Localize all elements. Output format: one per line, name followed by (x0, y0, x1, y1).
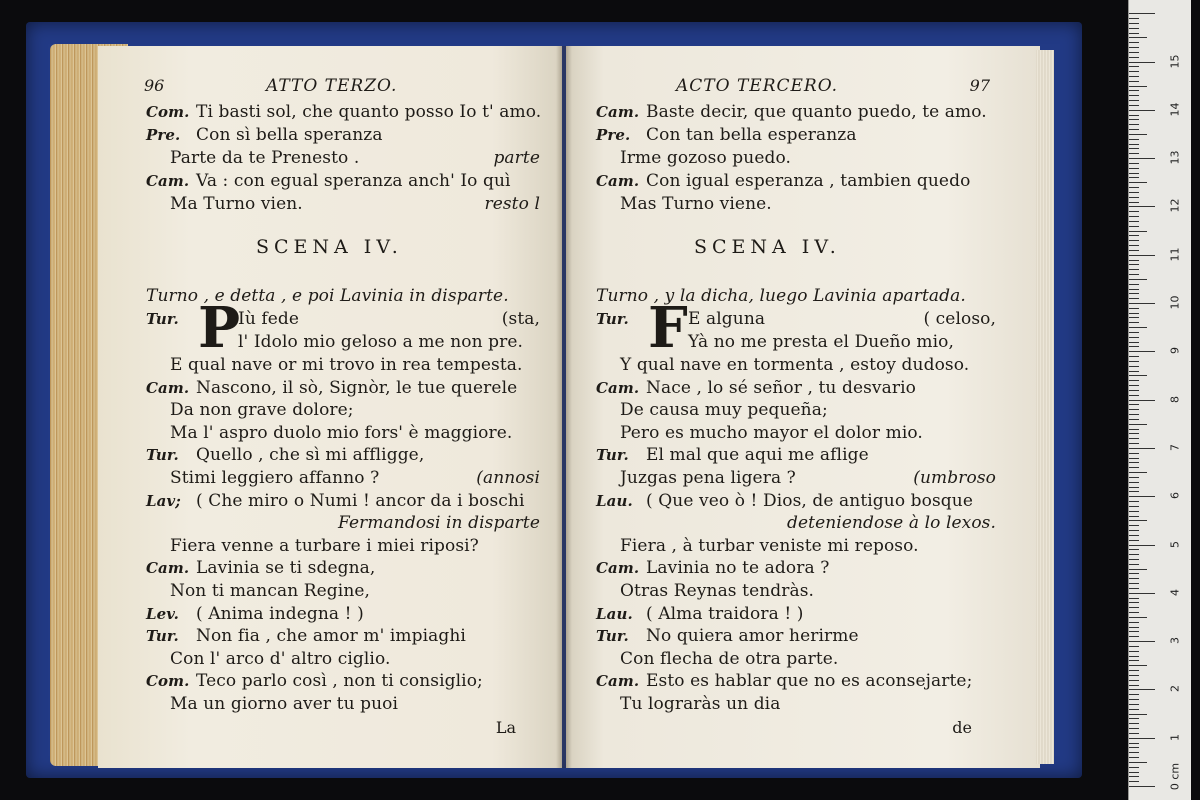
ruler-tick (1129, 535, 1139, 536)
ruler-tick (1129, 148, 1139, 149)
ruler-tick (1129, 76, 1139, 77)
ruler-tick (1129, 477, 1139, 478)
ruler-tick (1129, 255, 1155, 256)
ruler-tick (1129, 385, 1139, 386)
verse-line: Fiera , à turbar veniste mi reposo. (620, 535, 919, 556)
ruler-tick (1129, 602, 1139, 603)
ruler-tick (1129, 144, 1139, 145)
ruler-tick (1129, 231, 1147, 232)
ruler-tick (1129, 699, 1139, 700)
ruler-tick (1129, 569, 1147, 570)
ruler-tick (1129, 129, 1139, 130)
ruler-tick (1129, 269, 1139, 270)
margin-direction: deteniendose à lo lexos. (787, 513, 996, 534)
drop-cap: F (648, 295, 688, 361)
ruler-tick (1129, 404, 1139, 405)
ruler-tick (1129, 90, 1139, 91)
ruler-tick (1129, 511, 1139, 512)
ruler-tick (1129, 332, 1139, 333)
ruler-tick (1129, 743, 1139, 744)
ruler-tick (1129, 714, 1147, 715)
ruler-tick (1129, 375, 1147, 376)
ruler-tick (1129, 293, 1139, 294)
stage-direction: Turno , y la dicha, luego Lavinia apartada. (596, 286, 966, 306)
ruler-tick (1129, 245, 1139, 246)
speaker-name: Tur. (596, 627, 629, 646)
verse-line: Iù fede (238, 309, 300, 329)
ruler-tick (1129, 448, 1155, 449)
speaker-name: Com. (146, 672, 190, 691)
verse-line: ( Anima indegna ! ) (196, 603, 364, 624)
speaker-name: Lav; (146, 491, 181, 510)
verse-line: Con flecha de otra parte. (620, 648, 839, 669)
ruler-tick (1129, 187, 1139, 188)
ruler-tick (1129, 631, 1139, 632)
ruler-tick (1129, 482, 1139, 483)
ruler-tick (1129, 134, 1147, 135)
drop-cap: P (198, 295, 241, 361)
ruler-tick (1129, 168, 1139, 169)
ruler-tick (1129, 607, 1139, 608)
ruler-tick (1129, 641, 1155, 642)
verse-line: El mal que aqui me aflige (646, 445, 869, 466)
ruler-tick (1129, 675, 1139, 676)
ruler-tick (1129, 786, 1155, 787)
ruler-tick (1129, 81, 1139, 82)
ruler-tick (1129, 260, 1139, 261)
ruler-tick (1129, 361, 1139, 362)
ruler-tick (1129, 718, 1139, 719)
ruler-tick (1129, 429, 1139, 430)
speaker-name: Cam. (146, 172, 190, 190)
ruler-tick (1129, 709, 1139, 710)
ruler-tick (1129, 42, 1139, 43)
catchword: La (495, 718, 516, 737)
ruler-tick (1129, 95, 1139, 96)
ruler-number: 14 (1168, 102, 1182, 117)
ruler-tick (1129, 549, 1139, 550)
ruler-tick (1129, 660, 1139, 661)
ruler-number: 11 (1168, 247, 1182, 262)
ruler-tick (1129, 496, 1155, 497)
ruler-tick (1129, 192, 1139, 193)
ruler-tick (1129, 250, 1139, 251)
ruler-tick (1129, 66, 1139, 67)
margin-direction: Fermandosi in disparte (337, 513, 540, 534)
ruler-tick (1129, 351, 1155, 352)
ruler-tick (1129, 37, 1147, 38)
ruler-tick (1129, 62, 1155, 63)
verse-line: ( Que veo ò ! Dios, de antiguo bosque (646, 490, 973, 511)
verse-line: Irme gozoso puedo. (620, 148, 792, 168)
ruler-number: 0 cm (1168, 762, 1182, 791)
ruler-tick (1129, 622, 1139, 623)
speaker-name: Lau. (596, 604, 633, 623)
ruler-tick (1129, 612, 1139, 613)
margin-direction: parte (493, 148, 540, 168)
ruler-tick (1129, 216, 1139, 217)
verse-line: Fiera venne a turbare i miei riposi? (170, 535, 479, 556)
ruler-tick (1129, 124, 1139, 125)
page-edges-right (1036, 50, 1054, 764)
ruler-tick (1129, 520, 1147, 521)
verse-line: Parte da te Prenesto . (170, 148, 360, 168)
ruler-tick (1129, 119, 1139, 120)
ruler-tick (1129, 685, 1139, 686)
ruler-tick (1129, 279, 1147, 280)
ruler-tick (1129, 115, 1139, 116)
ruler-tick (1129, 617, 1147, 618)
ruler-tick (1129, 322, 1139, 323)
ruler-tick (1129, 235, 1139, 236)
measurement-ruler (1128, 0, 1191, 800)
page-number: 96 (144, 76, 165, 95)
ruler-tick (1129, 327, 1147, 328)
ruler-tick (1129, 264, 1139, 265)
ruler-tick (1129, 380, 1139, 381)
verse-line: Ti basti sol, che quanto posso Io t' amo. (196, 102, 542, 122)
verse-line: Ma un giorno aver tu puoi (170, 694, 399, 714)
ruler-tick (1129, 366, 1139, 367)
ruler-tick (1129, 342, 1139, 343)
ruler-tick (1129, 337, 1139, 338)
ruler-tick (1129, 530, 1139, 531)
ruler-tick (1129, 472, 1147, 473)
ruler-tick (1129, 100, 1139, 101)
verse-line: Otras Reynas tendràs. (620, 581, 815, 601)
ruler-tick (1129, 221, 1139, 222)
verse-line: Tu lograràs un dia (620, 694, 781, 714)
speaker-name: Tur. (146, 446, 179, 465)
ruler-tick (1129, 598, 1139, 599)
speaker-name: Cam. (596, 672, 640, 691)
ruler-tick (1129, 163, 1139, 164)
ruler-tick (1129, 317, 1139, 318)
book-gutter (556, 46, 572, 768)
ruler-tick (1129, 651, 1139, 652)
speaker-name: Tur. (146, 627, 179, 646)
ruler-tick (1129, 545, 1155, 546)
ruler-tick (1129, 23, 1139, 24)
ruler-number: 3 (1168, 637, 1182, 645)
ruler-tick (1129, 564, 1139, 565)
ruler-tick (1129, 211, 1139, 212)
margin-direction: (umbroso (913, 468, 996, 488)
verse-line: Nace , lo sé señor , tu desvario (646, 377, 916, 398)
ruler-tick (1129, 593, 1155, 594)
ruler-tick (1129, 723, 1139, 724)
left-page (98, 46, 562, 768)
ruler-tick (1129, 206, 1155, 207)
verse-line: De causa muy pequeña; (620, 400, 828, 421)
verse-line: Teco parlo così , non ti consiglio; (196, 671, 483, 692)
ruler-tick (1129, 540, 1139, 541)
ruler-tick (1129, 646, 1139, 647)
ruler-tick (1129, 689, 1155, 690)
verse-line: Mas Turno viene. (620, 194, 772, 214)
ruler-tick (1129, 28, 1139, 29)
verse-line: Y qual nave en tormenta , estoy dudoso. (620, 355, 970, 375)
ruler-tick (1129, 182, 1147, 183)
ruler-tick (1129, 52, 1139, 53)
ruler-tick (1129, 757, 1139, 758)
ruler-tick (1129, 356, 1139, 357)
ruler-tick (1129, 583, 1139, 584)
ruler-tick (1129, 525, 1139, 526)
ruler-tick (1129, 303, 1155, 304)
verse-line: Yà no me presta el Dueño mio, (688, 332, 955, 352)
ruler-number: 8 (1168, 395, 1182, 403)
verse-line: Baste decir, que quanto puedo, te amo. (646, 102, 987, 122)
stage-direction: Turno , e detta , e poi Lavinia in disparte. (146, 286, 509, 306)
ruler-tick (1129, 438, 1139, 439)
ruler-tick (1129, 226, 1139, 227)
speaker-name: Cam. (596, 103, 640, 121)
ruler-tick (1129, 240, 1139, 241)
ruler-tick (1129, 274, 1139, 275)
ruler-tick (1129, 57, 1139, 58)
ruler-number: 10 (1168, 295, 1182, 310)
ruler-tick (1129, 516, 1139, 517)
ruler-tick (1129, 704, 1139, 705)
margin-direction: (annosi (476, 468, 540, 488)
ruler-tick (1129, 762, 1147, 763)
ruler-tick (1129, 419, 1139, 420)
ruler-tick (1129, 400, 1155, 401)
scene-title: SCENA IV. (694, 236, 841, 258)
verse-line: E qual nave or mi trovo in rea tempesta. (170, 355, 523, 375)
ruler-number: 12 (1168, 198, 1182, 213)
ruler-tick (1129, 670, 1139, 671)
ruler-tick (1129, 636, 1139, 637)
verse-line: No quiera amor herirme (646, 626, 859, 647)
speaker-name: Cam. (596, 378, 640, 397)
verse-line: Quello , che sì mi affligge, (196, 445, 425, 466)
catchword: de (952, 718, 972, 737)
ruler-tick (1129, 289, 1139, 290)
ruler-tick (1129, 33, 1139, 34)
ruler-tick (1129, 371, 1139, 372)
verse-line: Lavinia se ti sdegna, (196, 558, 376, 579)
ruler-tick (1129, 776, 1139, 777)
ruler-tick (1129, 573, 1139, 574)
speaker-name: Cam. (146, 559, 190, 578)
running-head: ATTO TERZO. (266, 76, 398, 96)
ruler-tick (1129, 284, 1139, 285)
ruler-tick (1129, 414, 1139, 415)
ruler-tick (1129, 18, 1139, 19)
running-head: ACTO TERCERO. (676, 76, 839, 96)
speaker-name: Tur. (596, 446, 629, 465)
ruler-number: 4 (1168, 588, 1182, 596)
ruler-tick (1129, 747, 1139, 748)
verse-line: Stimi leggiero affanno ? (170, 468, 380, 488)
ruler-tick (1129, 47, 1139, 48)
verse-line: l' Idolo mio geloso a me non pre. (238, 332, 524, 352)
speaker-name: Lau. (596, 491, 633, 510)
ruler-tick (1129, 781, 1139, 782)
ruler-tick (1129, 656, 1139, 657)
ruler-tick (1129, 491, 1139, 492)
ruler-tick (1129, 554, 1139, 555)
ruler-number: 1 (1168, 733, 1182, 741)
ruler-tick (1129, 105, 1139, 106)
verse-line: ( Che miro o Numi ! ancor da i boschi (196, 490, 525, 511)
margin-direction: resto l (484, 194, 540, 214)
verse-line: Con igual esperanza , tambien quedo (646, 171, 971, 191)
ruler-tick (1129, 308, 1139, 309)
ruler-tick (1129, 173, 1139, 174)
speaker-name: Pre. (596, 126, 631, 144)
ruler-number: 13 (1168, 150, 1182, 165)
verse-line: ( Alma traidora ! ) (646, 603, 804, 624)
verse-line: Lavinia no te adora ? (646, 558, 830, 579)
ruler-tick (1129, 767, 1139, 768)
verse-line: Esto es hablar que no es aconsejarte; (646, 671, 973, 692)
ruler-tick (1129, 153, 1139, 154)
page-number: 97 (969, 76, 990, 95)
ruler-number: 7 (1168, 443, 1182, 451)
speaker-name: Cam. (596, 559, 640, 578)
verse-line: Da non grave dolore; (170, 400, 354, 421)
ruler-tick (1129, 202, 1139, 203)
ruler-tick (1129, 458, 1139, 459)
ruler-tick (1129, 110, 1155, 111)
ruler-number: 6 (1168, 492, 1182, 500)
ruler-number: 15 (1168, 54, 1182, 68)
ruler-tick (1129, 772, 1139, 773)
ruler-tick (1129, 443, 1139, 444)
ruler-number: 9 (1168, 347, 1182, 355)
speaker-name: Lev. (146, 604, 179, 623)
ruler-tick (1129, 559, 1139, 560)
ruler-tick (1129, 467, 1139, 468)
ruler-tick (1129, 665, 1147, 666)
verse-line: Va : con egual speranza anch' Io quì (196, 171, 511, 191)
margin-direction: ( celoso, (923, 309, 996, 329)
ruler-tick (1129, 733, 1139, 734)
verse-line: Juzgas pena ligera ? (620, 468, 796, 488)
verse-line: Con tan bella esperanza (646, 125, 857, 145)
ruler-tick (1129, 588, 1139, 589)
ruler-tick (1129, 506, 1139, 507)
ruler-tick (1129, 409, 1139, 410)
ruler-tick (1129, 390, 1139, 391)
verse-line: Con sì bella speranza (196, 125, 383, 145)
ruler-tick (1129, 501, 1139, 502)
ruler-tick (1129, 433, 1139, 434)
speaker-name: Tur. (596, 310, 629, 328)
ruler-tick (1129, 752, 1139, 753)
ruler-tick (1129, 578, 1139, 579)
ruler-tick (1129, 395, 1139, 396)
ruler-tick (1129, 158, 1155, 159)
verse-line: Ma l' aspro duolo mio fors' è maggiore. (170, 422, 513, 443)
ruler-tick (1129, 346, 1139, 347)
verse-line: Non ti mancan Regine, (170, 581, 371, 601)
scene-title: SCENA IV. (256, 236, 403, 258)
ruler-tick (1129, 298, 1139, 299)
right-page (566, 46, 1040, 768)
verse-line: Non fia , che amor m' impiaghi (196, 626, 466, 647)
speaker-name: Pre. (146, 126, 181, 144)
speaker-name: Com. (146, 103, 190, 121)
ruler-tick (1129, 71, 1139, 72)
speaker-name: Tur. (146, 310, 179, 328)
ruler-tick (1129, 177, 1139, 178)
verse-line: E alguna (688, 309, 766, 329)
verse-line: Con l' arco d' altro ciglio. (170, 648, 391, 669)
speaker-name: Cam. (596, 172, 640, 190)
ruler-tick (1129, 13, 1155, 14)
ruler-tick (1129, 738, 1155, 739)
verse-line: Pero es mucho mayor el dolor mio. (620, 422, 923, 443)
ruler-tick (1129, 487, 1139, 488)
ruler-tick (1129, 424, 1147, 425)
ruler-tick (1129, 197, 1139, 198)
ruler-number: 5 (1168, 540, 1182, 548)
margin-direction: (sta, (501, 309, 540, 329)
ruler-tick (1129, 86, 1147, 87)
ruler-tick (1129, 627, 1139, 628)
ruler-tick (1129, 694, 1139, 695)
ruler-tick (1129, 139, 1139, 140)
verse-line: Nascono, il sò, Signòr, le tue querele (196, 377, 518, 398)
ruler-tick (1129, 462, 1139, 463)
ruler-tick (1129, 453, 1139, 454)
speaker-name: Cam. (146, 378, 190, 397)
verse-line: Ma Turno vien. (170, 194, 303, 214)
ruler-tick (1129, 313, 1139, 314)
ruler-tick (1129, 728, 1139, 729)
ruler-tick (1129, 680, 1139, 681)
ruler-number: 2 (1168, 685, 1182, 693)
